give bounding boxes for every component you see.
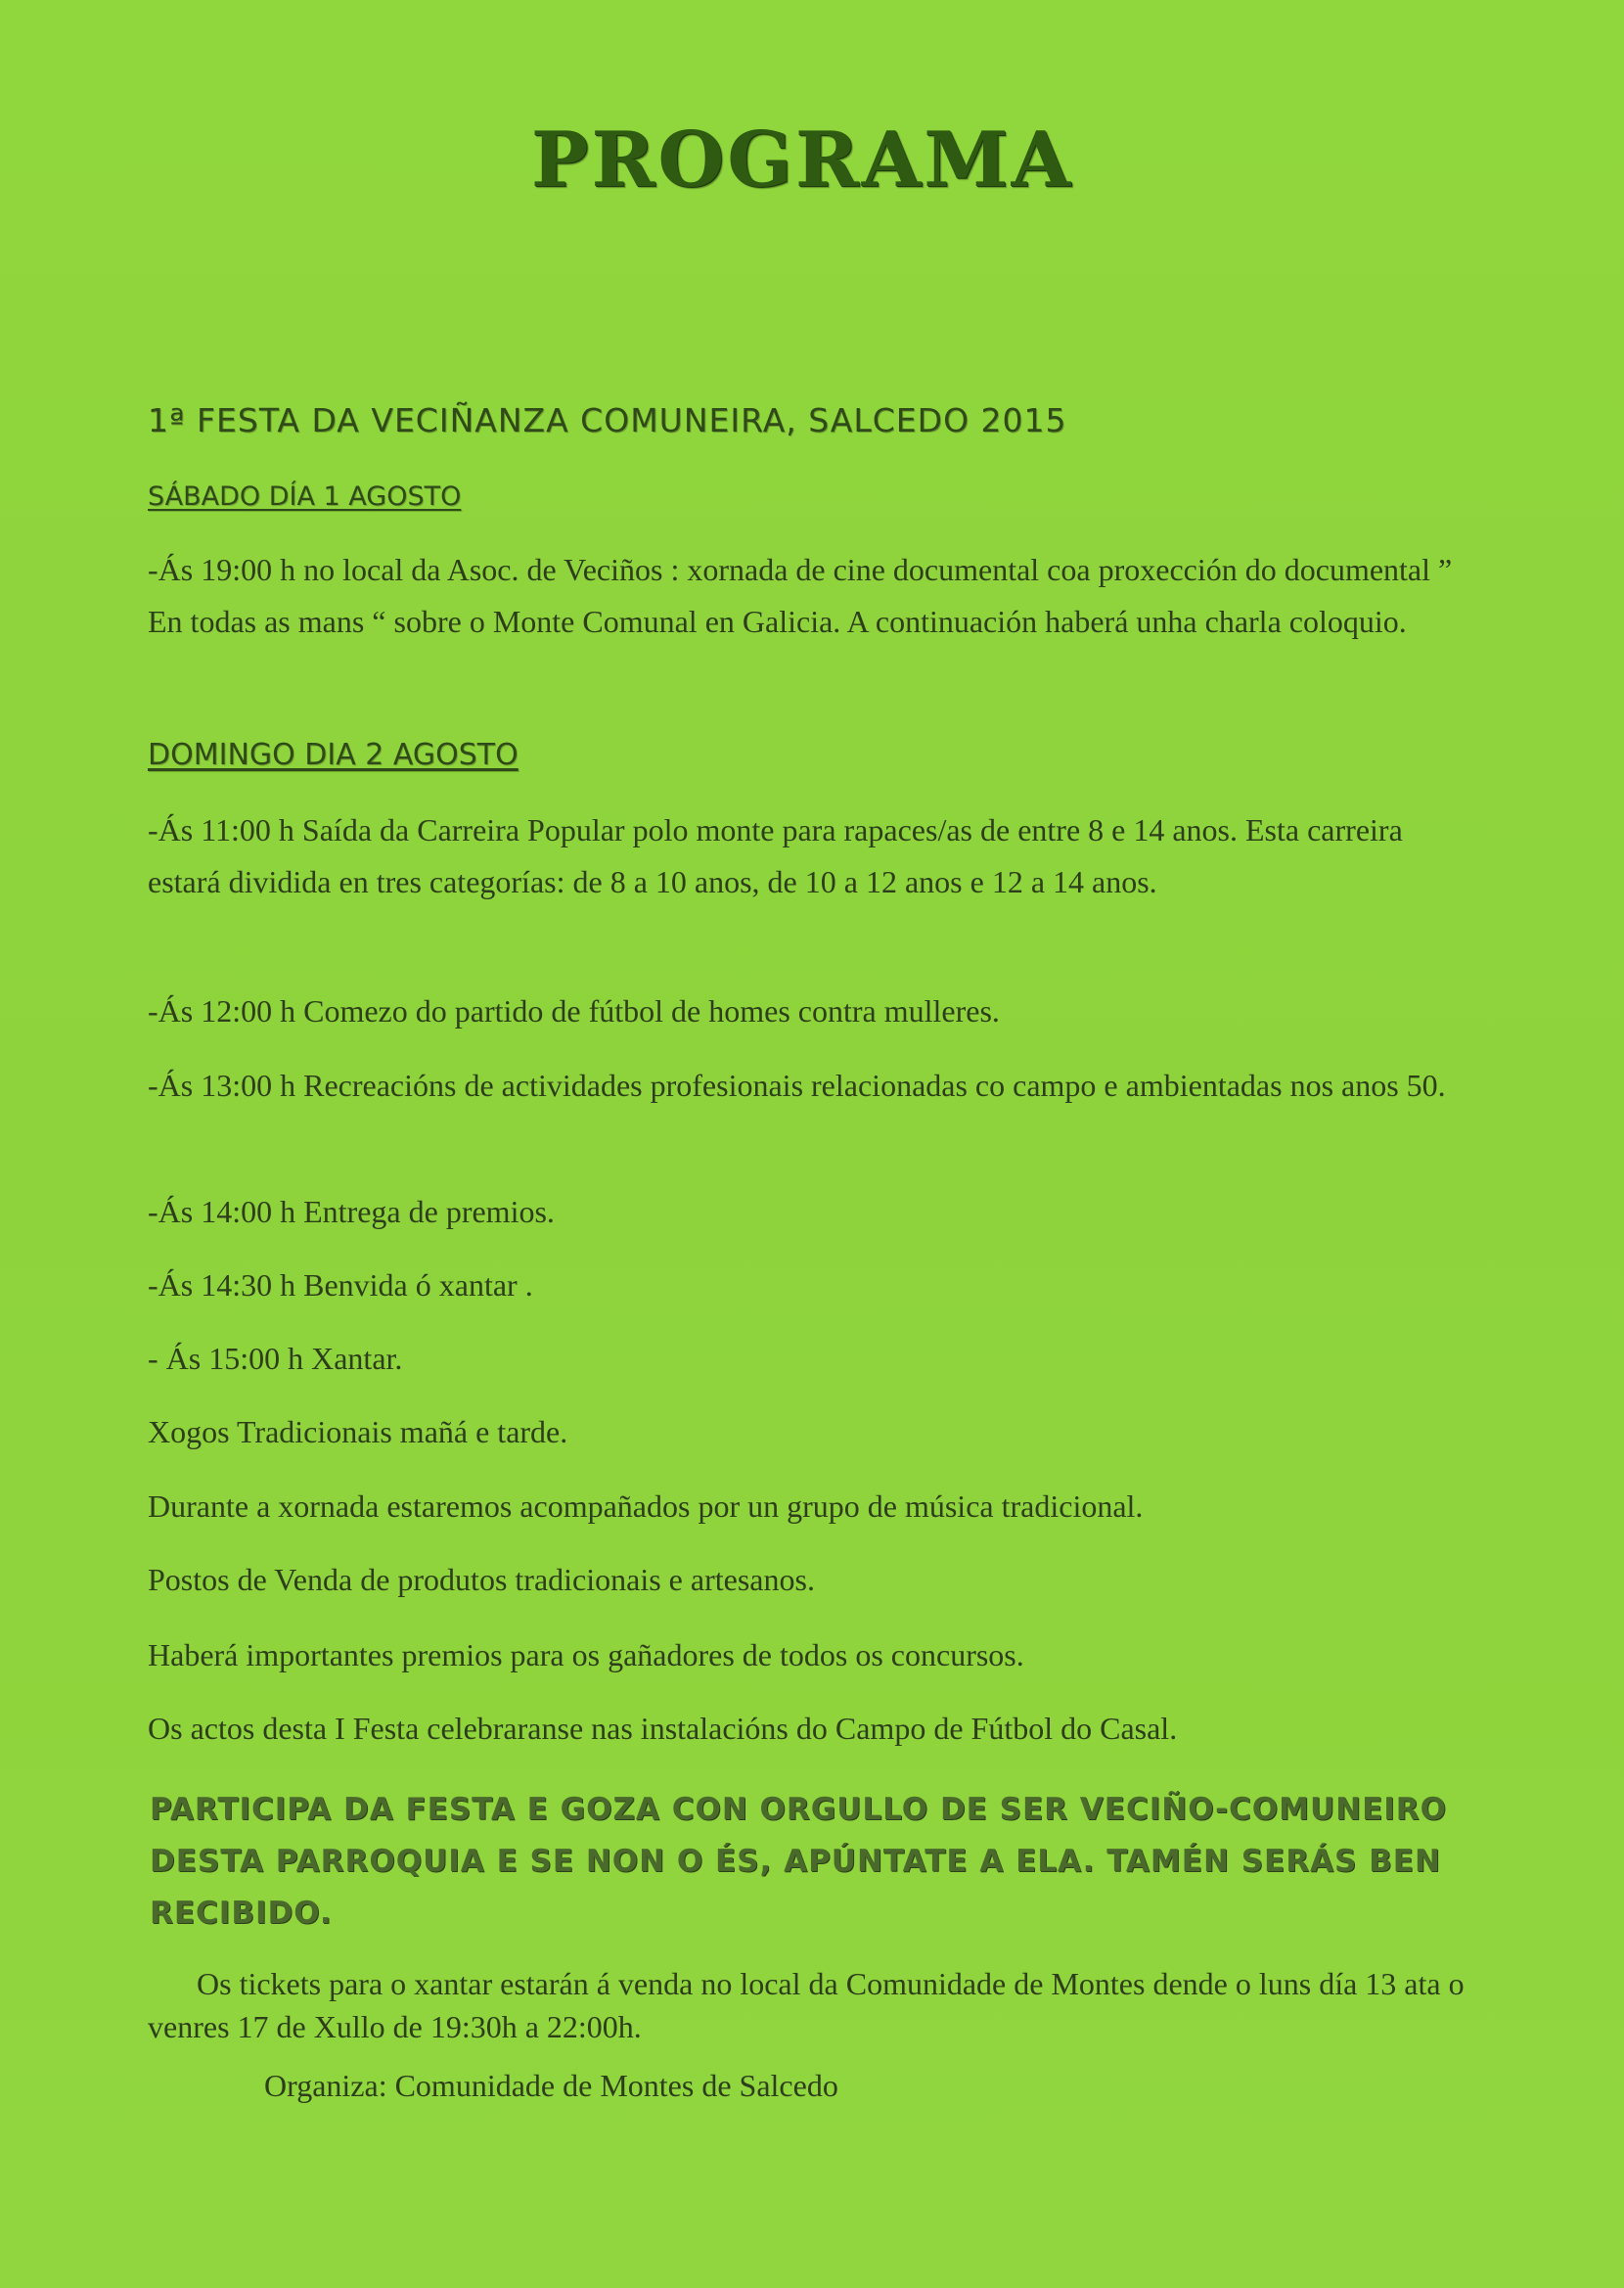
- note-venue: Os actos desta I Festa celebraranse nas instalacións do Campo de Fútbol do Casal.: [148, 1711, 1178, 1746]
- day2-event-football: -Ás 12:00 h Comezo do partido de fútbol de homes contra mulleres.: [148, 993, 1000, 1029]
- day1-event: -Ás 19:00 h no local da Asoc. de Veciños : xornada de cine documental coa proxección do documental ” En todas as mans “ sobre o Monte Comunal en Galicia. A continuación haberá unha charla coloquio.: [148, 552, 1453, 639]
- day2-event-lunch: - Ás 15:00 h Xantar.: [148, 1341, 403, 1376]
- note-music: Durante a xornada estaremos acompañados por un grupo de música tradicional.: [148, 1488, 1144, 1524]
- day2-event-recreations: -Ás 13:00 h Recreacións de actividades profesionais relacionadas co campo e ambientadas nos anos 50.: [148, 1068, 1446, 1103]
- day1-heading: SÁBADO DÍA 1 AGOSTO: [148, 481, 462, 512]
- organizer: Organiza: Comunidade de Montes de Salcedo: [264, 2068, 838, 2103]
- note-traditional-games: Xogos Tradicionais mañá e tarde.: [148, 1414, 568, 1449]
- tickets-info: Os tickets para o xantar estarán á venda no local da Comunidade de Montes dende o luns día 13 ata o venres 17 de Xullo de 19:30h a 22:00h.: [148, 1966, 1465, 2044]
- festival-title: 1ª FESTA DA VECIÑANZA COMUNEIRA, SALCEDO 2015: [148, 401, 1067, 439]
- closing-call: PARTICIPA DA FESTA E GOZA CON ORGULLO DE SER VECIÑO-COMUNEIRO DESTA PARROQUIA E SE NON O ÉS, APÚNTATE A ELA. TAMÉN SERÁS BEN RECIBIDO.: [150, 1792, 1448, 1931]
- note-prizes: Haberá importantes premios para os gañadores de todos os concursos.: [148, 1637, 1024, 1672]
- day2-event-welcome: -Ás 14:30 h Benvida ó xantar .: [148, 1267, 533, 1303]
- page-title: PROGRAMA: [530, 115, 1074, 205]
- note-stalls: Postos de Venda de produtos tradicionais e artesanos.: [148, 1562, 815, 1597]
- day2-event-race: -Ás 11:00 h Saída da Carreira Popular polo monte para rapaces/as de entre 8 e 14 anos. Esta carreira estará dividida en tres categorías: de 8 a 10 anos, de 10 a 12 anos e 12 a 14 anos.: [148, 812, 1403, 899]
- day2-event-awards: -Ás 14:00 h Entrega de premios.: [148, 1194, 555, 1229]
- day2-heading: DOMINGO DIA 2 AGOSTO: [148, 738, 519, 772]
